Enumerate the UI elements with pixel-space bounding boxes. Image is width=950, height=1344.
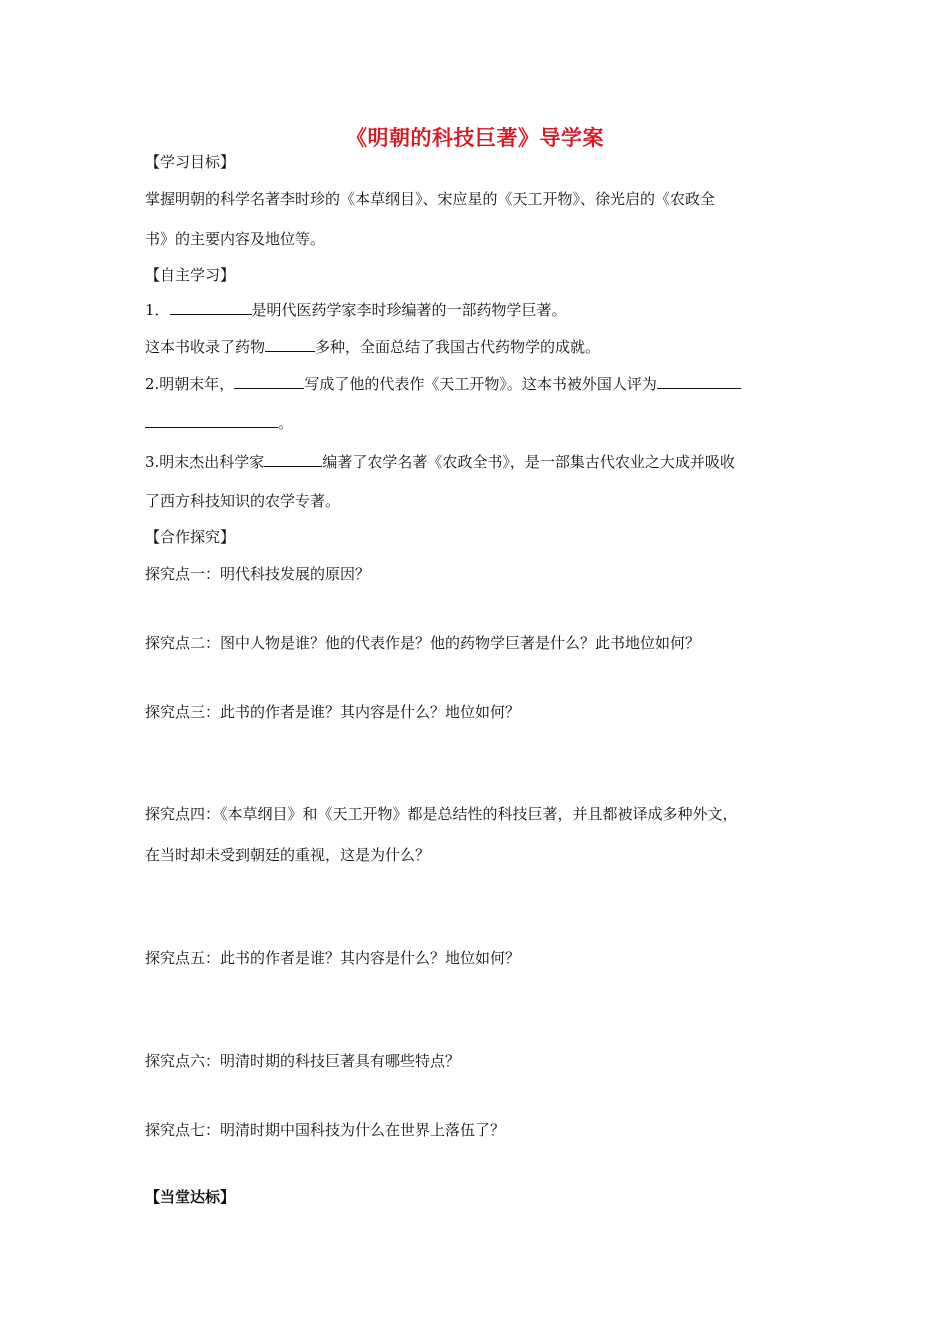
- goals-text-line1: 掌握明朝的科学名著李时珍的《本草纲目》、宋应星的《天工开物》、徐光启的《农政全: [145, 190, 716, 208]
- question-1-suffix: 是明代医药学家李时珍编著的一部药物学巨著。: [251, 301, 567, 319]
- goals-text-line2: 书》的主要内容及地位等。: [145, 230, 326, 248]
- section-heading-self-study: 【自主学习】: [145, 266, 236, 284]
- fill-blank[interactable]: [170, 300, 252, 315]
- question-3: [145, 452, 810, 472]
- section-heading-cooperative: 【合作探究】: [145, 528, 236, 546]
- question-1-prefix: 1．: [145, 301, 170, 319]
- question-1b-prefix: 这本书收录了药物: [145, 338, 266, 356]
- section-heading-class-assessment: 【当堂达标】: [145, 1188, 236, 1206]
- fill-blank[interactable]: [234, 374, 304, 389]
- inquiry-point-4-line2: 在当时却未受到朝廷的重视，这是为什么？: [145, 846, 431, 864]
- inquiry-point-7: 探究点七：明清时期中国科技为什么在世界上落伍了？: [145, 1121, 506, 1139]
- inquiry-point-2: 探究点二：图中人物是谁？他的代表作是？他的药物学巨著是什么？此书地位如何？: [145, 634, 701, 652]
- fill-blank[interactable]: [145, 413, 278, 428]
- question-2: [145, 374, 810, 394]
- inquiry-point-3: 探究点三：此书的作者是谁？其内容是什么？地位如何？: [145, 703, 521, 721]
- fill-blank[interactable]: [265, 337, 315, 352]
- inquiry-point-5: 探究点五：此书的作者是谁？其内容是什么？地位如何？: [145, 949, 521, 967]
- fill-blank[interactable]: [264, 452, 322, 467]
- document-title: 《明朝的科技巨著》导学案: [346, 126, 604, 150]
- question-3-suffix: 编著了农学名著《农政全书》，是一部集古代农业之大成并吸收: [322, 453, 735, 471]
- fill-blank[interactable]: [657, 374, 741, 389]
- inquiry-point-1: 探究点一：明代科技发展的原因？: [145, 565, 371, 583]
- inquiry-point-6: 探究点六：明清时期的科技巨著具有哪些特点？: [145, 1052, 461, 1070]
- question-1b-suffix: 多种，全面总结了我国古代药物学的成就。: [315, 338, 601, 356]
- question-1: [145, 300, 810, 320]
- question-2-middle: 写成了他的代表作《天工开物》。这本书被外国人评为: [304, 375, 657, 393]
- section-heading-goals: 【学习目标】: [145, 153, 236, 171]
- question-1b: [145, 337, 810, 357]
- inquiry-point-4-line1: 探究点四：《本草纲目》和《天工开物》都是总结性的科技巨著，并且都被译成多种外文，: [145, 805, 738, 823]
- question-2b-suffix: 。: [278, 414, 294, 432]
- question-2-prefix: 2.明朝末年，: [145, 375, 235, 393]
- question-2b: [145, 413, 810, 433]
- question-3b: 了西方科技知识的农学专著。: [145, 492, 341, 510]
- question-3-prefix: 3.明末杰出科学家: [145, 453, 265, 471]
